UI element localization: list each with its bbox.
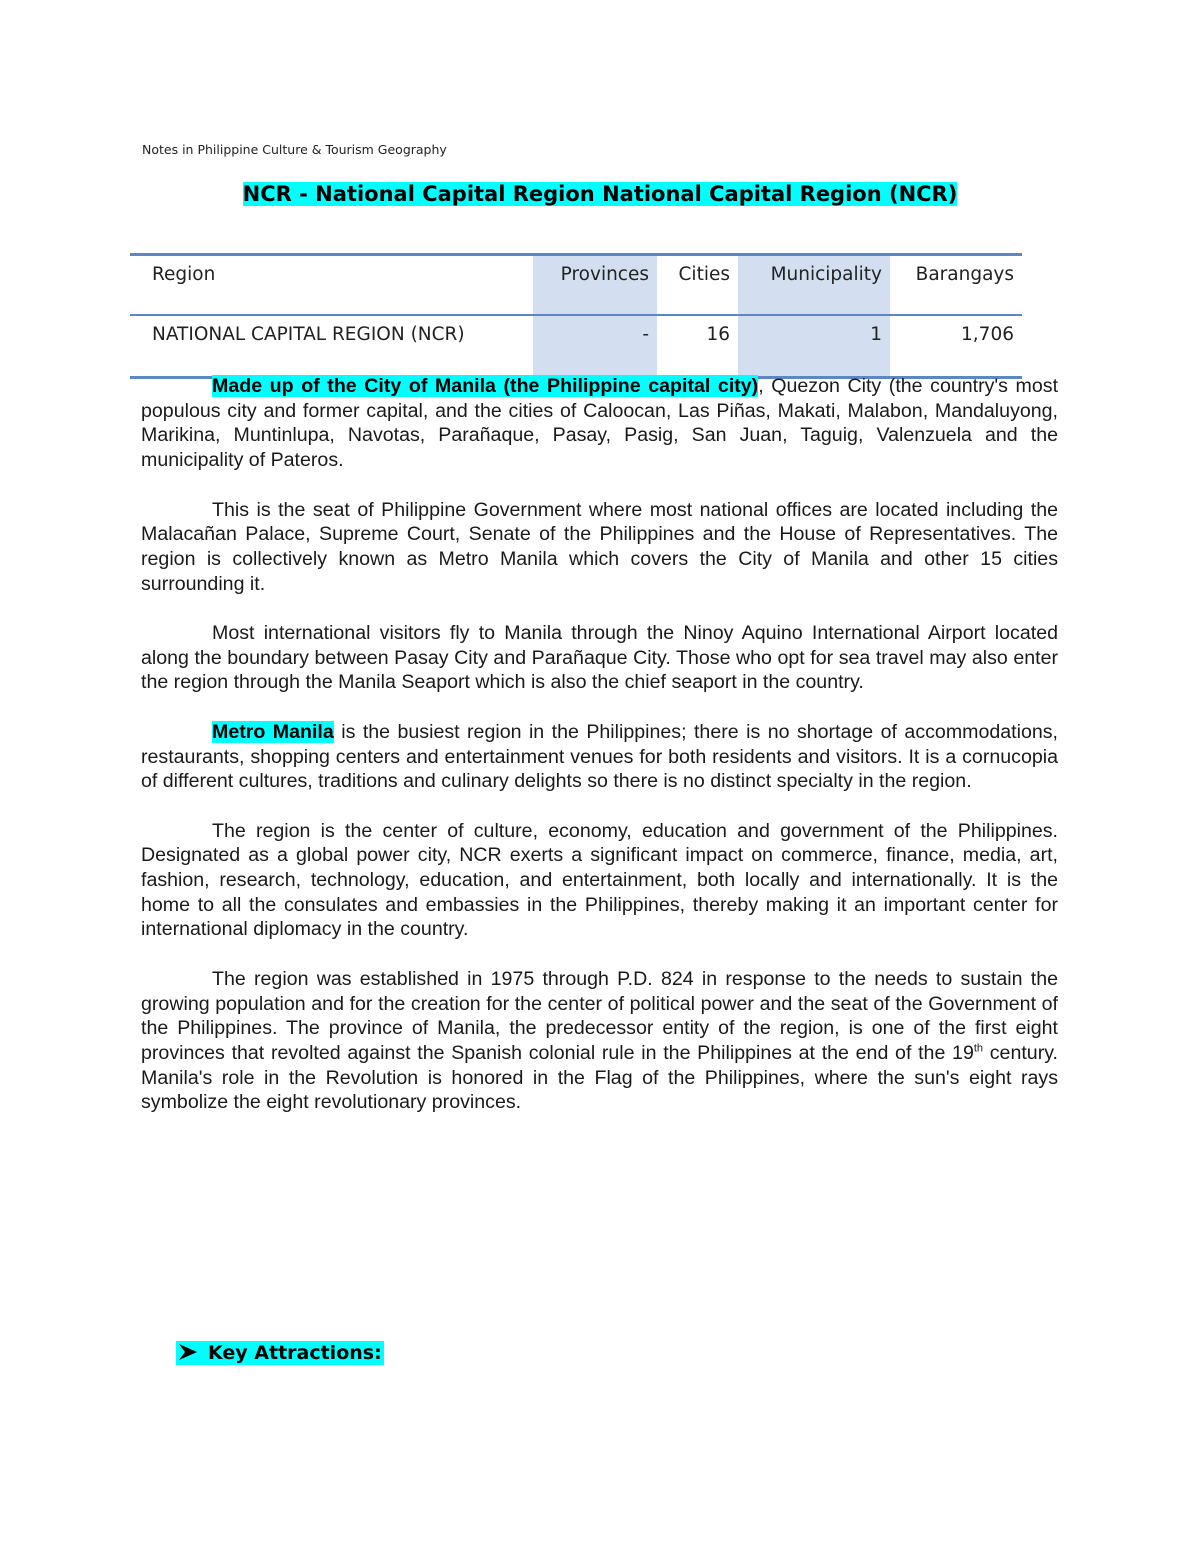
highlight-manila: Made up of the City of Manila (the Philippine capital city): [212, 375, 759, 397]
key-attractions-heading: [176, 1341, 384, 1365]
header-provinces: Provinces: [533, 255, 657, 316]
paragraph-5: The region is the center of culture, economy, education and government of the Philippines. Designated as a global power city, NCR exerts a significant impact on commerce, finance, media, art, fashion, research, technology, education, and entertainment, both locally and internationally. It is the home to all the consulates and embassies in the Philippines, thereby making it an important center for international diplomacy in the country.: [141, 819, 1058, 941]
cell-municipality: 1: [738, 315, 890, 378]
cell-region: NATIONAL CAPITAL REGION (NCR): [152, 324, 465, 345]
paragraph-4: [141, 720, 1058, 794]
arrow-bullet-icon: [178, 1342, 208, 1364]
paragraph-6: [141, 967, 1058, 1115]
cell-provinces: -: [533, 315, 657, 378]
header-municipality: Municipality: [738, 255, 890, 316]
paragraph-4-text: is the busiest region in the Philippines; there is no shortage of accommodations, restaurants, shopping centers and entertainment venues for both residents and visitors. It is a cornucopia of different cultures, traditions and culinary delights so there is no distinct specialty in the region.: [141, 720, 1058, 793]
cell-barangays: 1,706: [961, 324, 1014, 345]
key-attractions-label: Key Attractions:: [208, 1342, 382, 1364]
table-row: [130, 315, 1022, 378]
paragraph-2: This is the seat of Philippine Government where most national offices are located including the Malacañan Palace, Supreme Court, Senate of the Philippines and the House of Representatives. The region is collectively known as Metro Manila which covers the City of Manila and other 15 cities surrounding it.: [141, 498, 1058, 595]
page-title-text: NCR - National Capital Region National Capital Region (NCR): [242, 182, 958, 206]
paragraph-1: [141, 374, 1058, 473]
paragraph-6-text-a: The region was established in 1975 through P.D. 824 in response to the needs to sustain the growing population and for the creation for the center of political power and the seat of the Government of the Philippines. The province of Manila, the predecessor entity of the region, is one of the first eight provinces that revolted against the Spanish colonial rule in the Philippines at the end of the 19: [141, 967, 1058, 1064]
header-cities: Cities: [678, 264, 730, 285]
highlight-metro-manila: Metro Manila: [212, 720, 334, 743]
header-note: Notes in Philippine Culture & Tourism Geography: [142, 142, 447, 157]
paragraph-1-text: , Quezon City (the country's most populous city and former capital, and the cities of Caloocan, Las Piñas, Makati, Malabon, Mandaluyong, Marikina, Muntinlupa, Navotas, Parañaque, Pasay, Pasig, San Juan, Taguig, Valenzuela and the municipality of Pateros.: [141, 375, 1059, 472]
superscript-th: th: [973, 1042, 984, 1055]
table-header-row: [130, 255, 1022, 316]
cell-cities: 16: [706, 324, 730, 345]
region-table: [130, 253, 1022, 379]
paragraph-3: Most international visitors fly to Manila through the Ninoy Aquino International Airport located along the boundary between Pasay City and Parañaque City. Those who opt for sea travel may also enter the region through the Manila Seaport which is also the chief seaport in the country.: [141, 622, 1058, 694]
page-title: [0, 182, 1200, 206]
body-text: [141, 374, 1058, 1140]
paragraph-6-text-b: century. Manila's role in the Revolution is honored in the Flag of the Philippines, where the sun's eight rays symbolize the eight revolutionary provinces.: [141, 1041, 1059, 1114]
header-barangays: Barangays: [915, 264, 1014, 285]
header-region: Region: [152, 264, 216, 285]
